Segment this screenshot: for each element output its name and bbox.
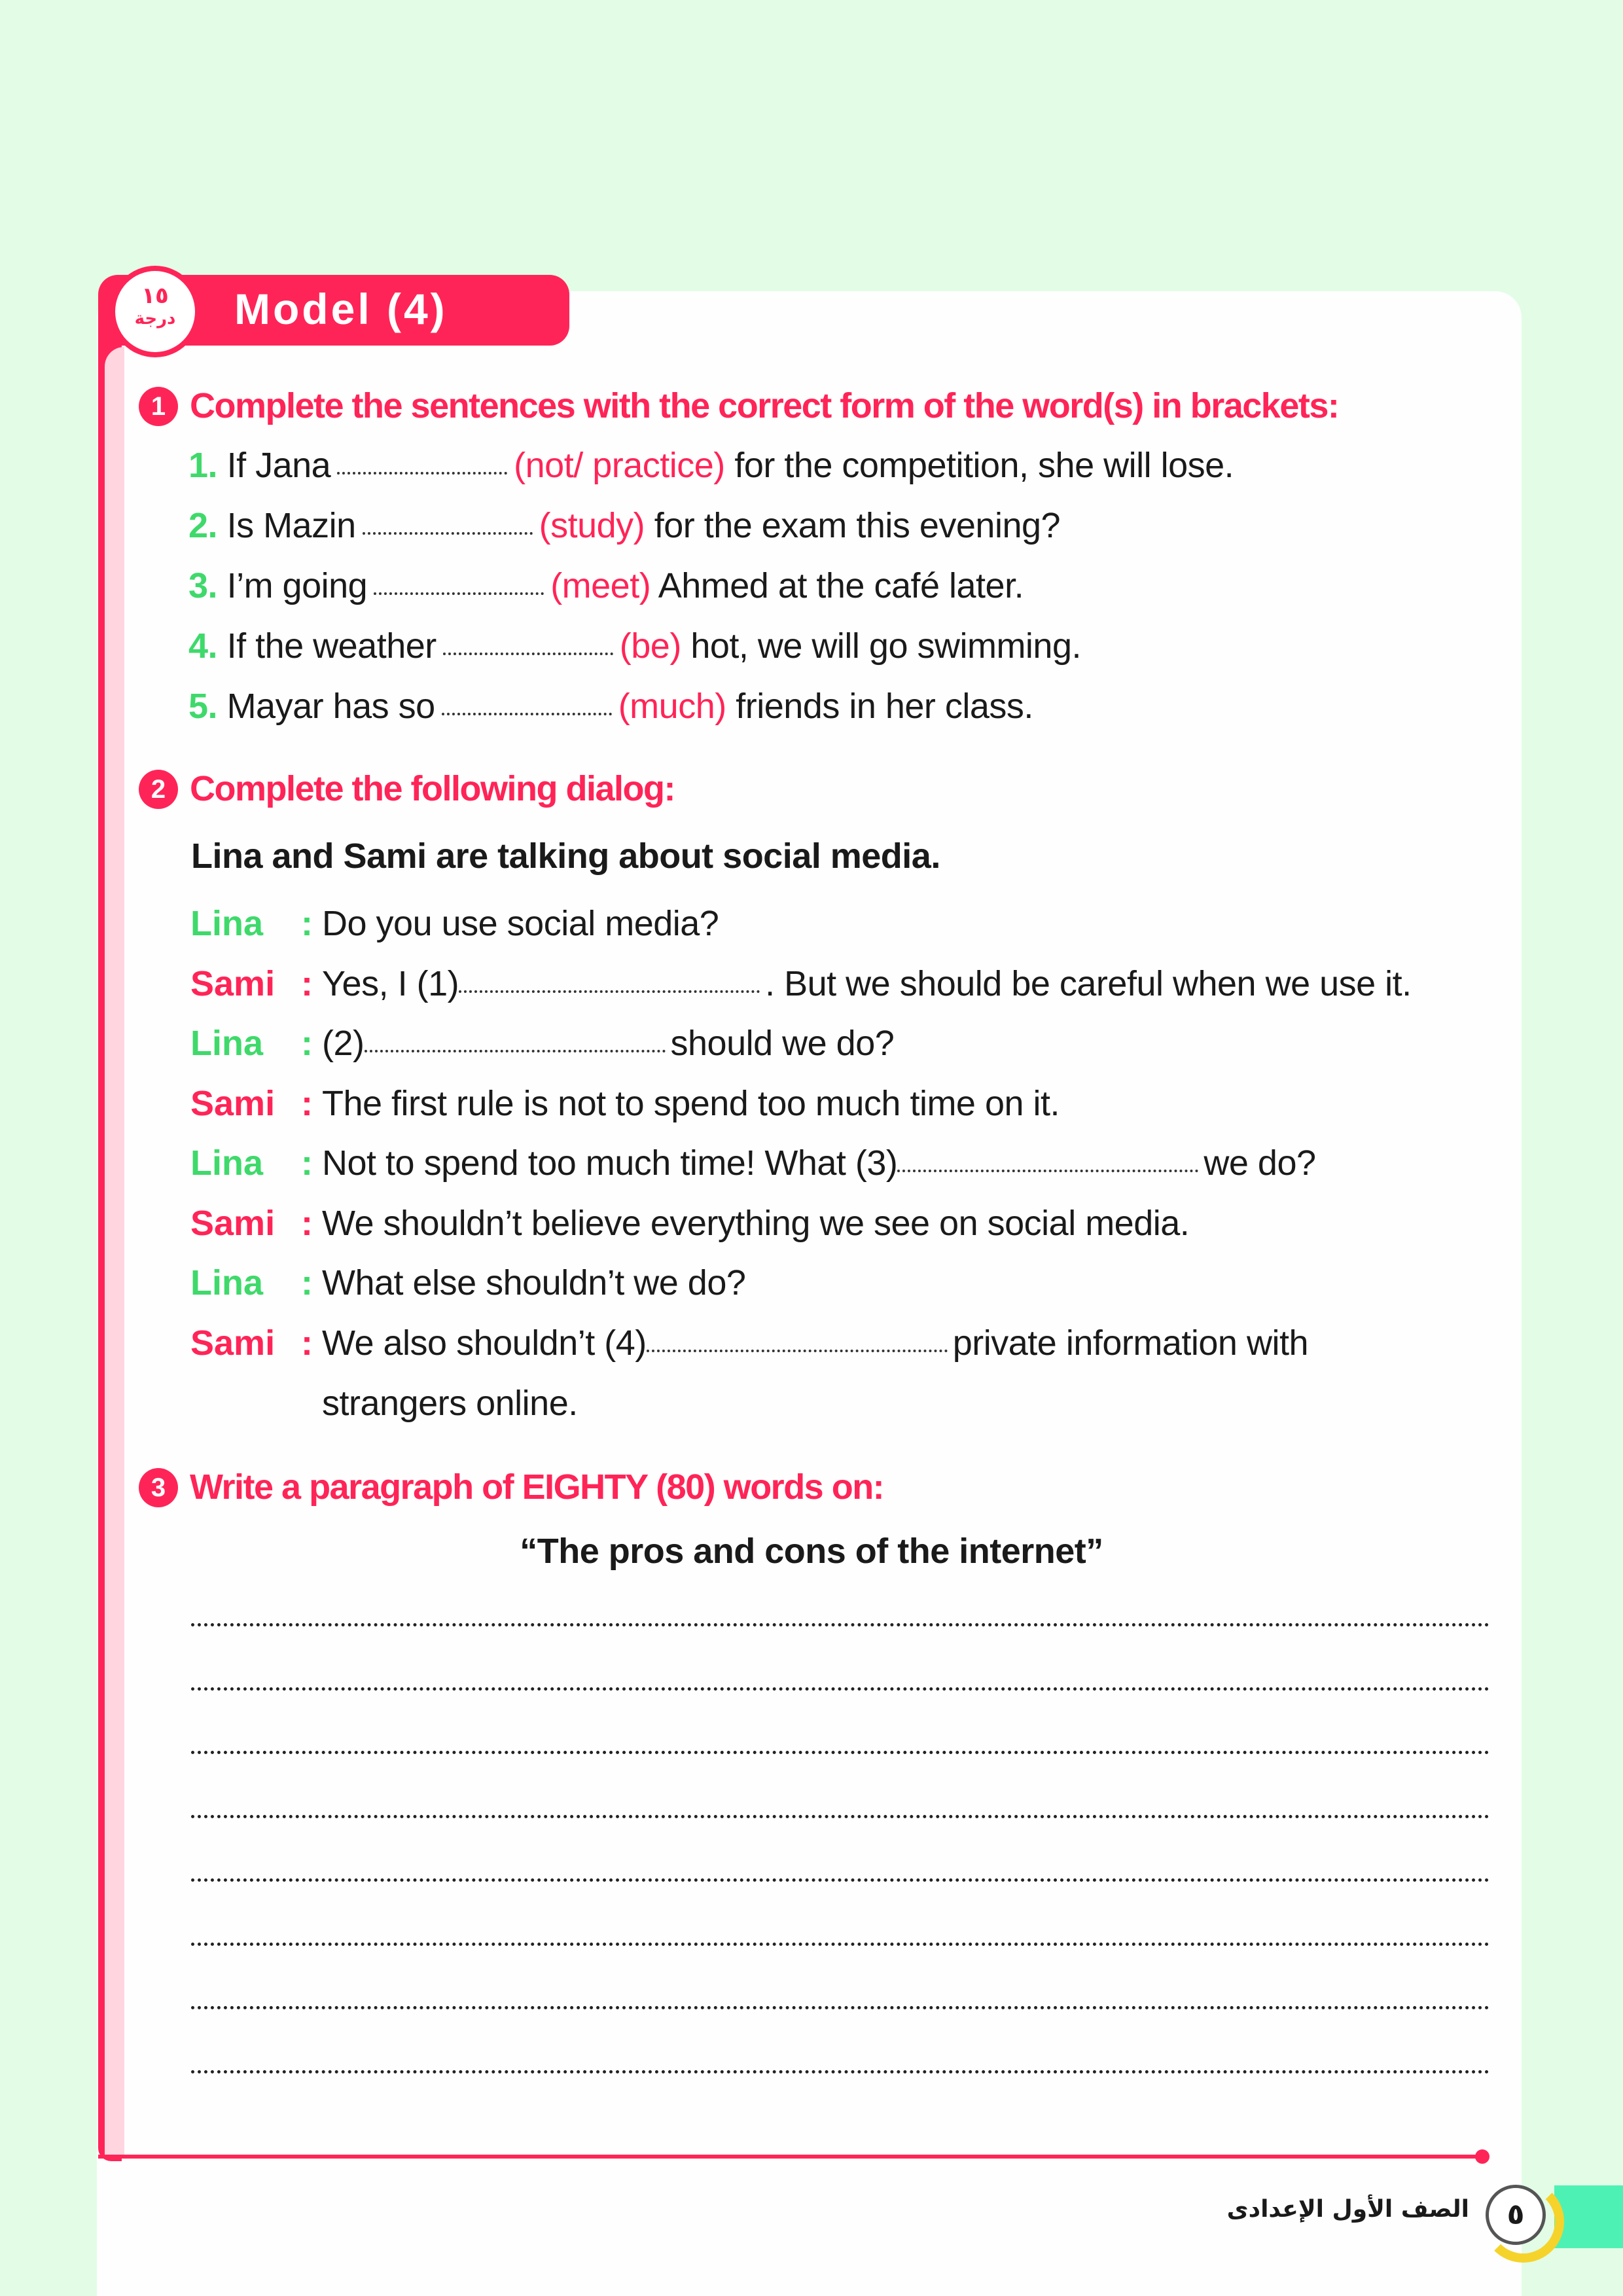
dialog-line (322, 1081, 1060, 1126)
item-number: 2. (188, 506, 218, 545)
writing-line[interactable] (191, 2006, 1489, 2009)
answer-blank[interactable] (337, 448, 507, 475)
q1-item (188, 623, 1081, 669)
footer-tab (1554, 2185, 1623, 2248)
speaker-colon: : (301, 1143, 313, 1183)
item-text-before: Is Mazin (226, 506, 356, 545)
dialog-text: We shouldn’t believe everything we see on social media. (322, 1203, 1190, 1243)
speaker-colon: : (301, 904, 313, 943)
answer-blank[interactable] (374, 569, 544, 595)
speaker-colon: : (301, 1263, 313, 1302)
q1-heading (139, 383, 1338, 429)
dialog-line (322, 1200, 1189, 1246)
dialog-text: Yes, I (1) (322, 963, 459, 1003)
q2-heading (139, 766, 675, 812)
q2-heading-text: Complete the following dialog: (190, 769, 675, 808)
dialog-text-after: . But we should be careful when we use it. (765, 963, 1412, 1003)
writing-line[interactable] (191, 1943, 1489, 1946)
dialog-text: What else shouldn’t we do? (322, 1263, 746, 1302)
speaker-colon: : (301, 1203, 313, 1243)
writing-line[interactable] (191, 1623, 1489, 1626)
q3-heading (139, 1464, 883, 1510)
dialog-blank[interactable] (365, 1026, 666, 1052)
writing-line[interactable] (191, 1815, 1489, 1818)
dialog-line (322, 901, 719, 946)
writing-line[interactable] (191, 1751, 1489, 1754)
answer-blank[interactable] (442, 689, 612, 715)
dialog-text: The first rule is not to spend too much time on it. (322, 1083, 1060, 1123)
speaker-name: Lina (190, 1024, 264, 1063)
speaker-name: Sami (190, 963, 276, 1003)
q3-topic: “The pros and cons of the internet” (520, 1532, 1103, 1571)
q1-item (188, 442, 1234, 488)
speaker-colon: : (301, 1323, 313, 1363)
bottom-divider-dot (1475, 2149, 1489, 2164)
dialog-line (322, 1320, 1308, 1366)
item-text-before: If Jana (226, 446, 331, 485)
score-unit: درجة (134, 309, 176, 329)
page-number: ٥ (1486, 2185, 1546, 2245)
writing-line[interactable] (191, 1687, 1489, 1691)
left-border-inner (105, 347, 124, 2157)
dialog-text: Do you use social media? (322, 904, 719, 943)
dialog-blank[interactable] (897, 1146, 1198, 1172)
q1-heading-text: Complete the sentences with the correct form of the word(s) in brackets: (190, 386, 1339, 425)
q1-item (188, 683, 1033, 729)
item-number: 4. (188, 626, 218, 666)
answer-blank[interactable] (443, 629, 613, 655)
dialog-text: We also shouldn’t (4) (322, 1323, 647, 1363)
item-text-after: for the competition, she will lose. (734, 446, 1234, 485)
speaker-name: Lina (190, 904, 264, 943)
bracket-word: (be) (619, 626, 681, 666)
score-number: ١٥ (141, 283, 169, 309)
item-text-before: If the weather (226, 626, 437, 666)
dialog-text: Not to spend too much time! What (3) (322, 1143, 898, 1183)
item-text-after: hot, we will go swimming. (690, 626, 1081, 666)
q1-item (188, 503, 1060, 548)
bracket-word: (meet) (550, 566, 651, 605)
score-badge (110, 266, 200, 357)
q1-number: 1 (139, 387, 178, 426)
grade-label: الصف الأول الإعدادى (1226, 2196, 1469, 2223)
speaker-colon: : (301, 1024, 313, 1063)
item-text-after: friends in her class. (736, 687, 1033, 726)
answer-blank[interactable] (363, 509, 533, 535)
dialog-blank[interactable] (459, 967, 760, 993)
q3-heading-text: Write a paragraph of EIGHTY (80) words on: (190, 1467, 884, 1507)
speaker-name: Lina (190, 1263, 264, 1302)
speaker-colon: : (301, 963, 313, 1003)
item-text-after: Ahmed at the café later. (658, 566, 1024, 605)
dialog-line (322, 1020, 894, 1066)
dialog-line (322, 1260, 745, 1306)
item-text-before: I’m going (226, 566, 368, 605)
dialog-line (322, 961, 1412, 1007)
q2-number: 2 (139, 770, 178, 809)
dialog-text-after: we do? (1204, 1143, 1316, 1183)
speaker-name: Sami (190, 1203, 276, 1243)
writing-line[interactable] (191, 1878, 1489, 1882)
item-number: 1. (188, 446, 218, 485)
dialog-text-after: private information with (952, 1323, 1308, 1363)
speaker-name: Sami (190, 1323, 276, 1363)
item-text-before: Mayar has so (226, 687, 435, 726)
dialog-line (322, 1140, 1316, 1186)
dialog-continuation: strangers online. (322, 1384, 578, 1423)
bracket-word: (study) (539, 506, 645, 545)
q1-item (188, 563, 1024, 609)
dialog-blank[interactable] (647, 1326, 948, 1352)
bottom-divider (98, 2155, 1482, 2159)
item-text-after: for the exam this evening? (654, 506, 1061, 545)
speaker-name: Sami (190, 1083, 276, 1123)
dialog-text: (2) (322, 1024, 365, 1063)
dialog-text-after: should we do? (670, 1024, 895, 1063)
writing-line[interactable] (191, 2070, 1489, 2073)
item-number: 3. (188, 566, 218, 605)
model-title: Model (4) (234, 285, 448, 333)
speaker-name: Lina (190, 1143, 264, 1183)
bracket-word: (much) (618, 687, 726, 726)
bracket-word: (not/ practice) (514, 446, 725, 485)
q2-intro: Lina and Sami are talking about social media. (191, 836, 940, 876)
speaker-colon: : (301, 1083, 313, 1123)
q3-number: 3 (139, 1468, 178, 1507)
item-number: 5. (188, 687, 218, 726)
